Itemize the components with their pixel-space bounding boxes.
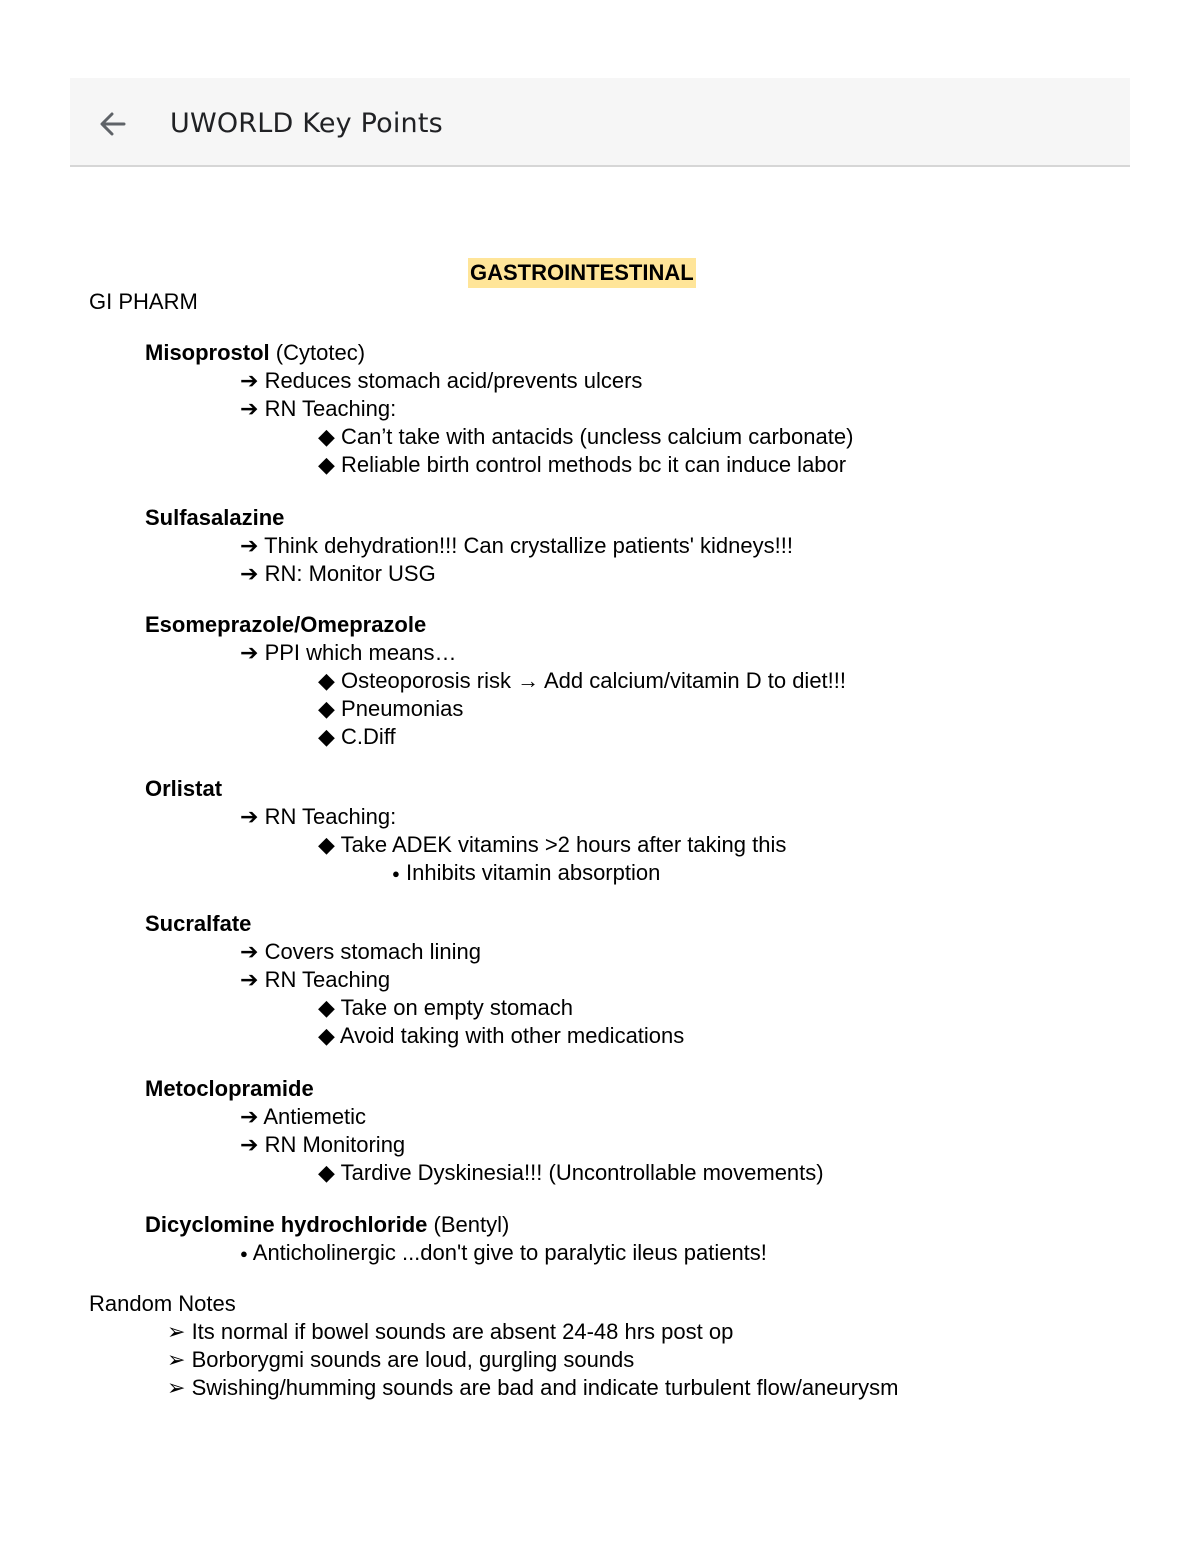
list-item	[167, 1374, 898, 1402]
list-item-text: PPI which means…	[264, 640, 457, 665]
drug-title-esomeprazole: Esomeprazole/Omeprazole	[145, 612, 427, 637]
document-heading: GASTROINTESTINAL	[468, 258, 696, 288]
list-item-text: RN Teaching:	[264, 804, 397, 829]
diamond-bullet-icon: ◆	[318, 1023, 335, 1048]
list-item-text: Borborygmi sounds are loud, gurgling sounds	[191, 1347, 635, 1372]
list-item-text: C.Diff	[341, 724, 396, 749]
drug-title-sulfasalazine: Sulfasalazine	[145, 505, 285, 530]
drug-title-dicyclomine	[145, 1211, 509, 1239]
list-item	[318, 451, 846, 479]
list-item-text: RN Teaching:	[264, 396, 397, 421]
list-item	[240, 532, 793, 560]
diamond-bullet-icon: ◆	[318, 832, 335, 857]
arrow-bullet-icon: ➔	[240, 804, 259, 829]
list-item-text: Antiemetic	[263, 1104, 367, 1129]
list-item	[318, 1159, 824, 1187]
list-item-text: Reduces stomach acid/prevents ulcers	[264, 368, 643, 393]
diamond-bullet-icon: ◆	[318, 696, 335, 721]
section-title-random-notes: Random Notes	[89, 1291, 236, 1316]
arrow-bullet-icon: ➔	[240, 967, 259, 992]
list-item-text: Can’t take with antacids (uncless calcium carbonate)	[341, 424, 854, 449]
list-item-text: RN: Monitor USG	[264, 561, 436, 586]
section-title-gi-pharm: GI PHARM	[89, 289, 198, 314]
drug-name: Dicyclomine hydrochloride	[145, 1212, 428, 1237]
list-item	[240, 560, 436, 588]
diamond-bullet-icon: ◆	[318, 995, 335, 1020]
list-item	[240, 938, 481, 966]
list-item	[318, 667, 846, 695]
list-item	[392, 859, 660, 888]
list-item	[240, 1239, 767, 1268]
list-item-text: Its normal if bowel sounds are absent 24-48 hrs post op	[191, 1319, 734, 1344]
arrow-bullet-icon: ➔	[240, 939, 259, 964]
list-item	[240, 1103, 366, 1131]
list-item-text: Take ADEK vitamins >2 hours after taking this	[340, 832, 787, 857]
dot-bullet-icon: ●	[392, 866, 400, 882]
list-item	[240, 639, 457, 667]
chevron-bullet-icon: ➢	[167, 1319, 186, 1344]
list-item-text: Covers stomach lining	[264, 939, 481, 964]
list-item	[318, 831, 786, 859]
list-item-text: Pneumonias	[341, 696, 464, 721]
list-item	[240, 803, 396, 831]
list-item-text: Inhibits vitamin absorption	[405, 860, 661, 885]
list-item	[318, 423, 853, 451]
drug-title-metoclopramide: Metoclopramide	[145, 1076, 314, 1101]
chevron-bullet-icon: ➢	[167, 1375, 186, 1400]
chevron-bullet-icon: ➢	[167, 1347, 186, 1372]
drug-brand: (Cytotec)	[269, 340, 366, 365]
app-title: UWORLD Key Points	[170, 108, 443, 139]
list-item-text: Anticholinergic ...don't give to paralytic ileus patients!	[252, 1240, 767, 1265]
list-item	[240, 966, 390, 994]
arrow-bullet-icon: ➔	[240, 561, 259, 586]
list-item-text: RN Teaching	[264, 967, 391, 992]
diamond-bullet-icon: ◆	[318, 1160, 335, 1185]
diamond-bullet-icon: ◆	[318, 452, 335, 477]
arrow-bullet-icon: ➔	[240, 1132, 259, 1157]
list-item-text: Think dehydration!!! Can crystallize patients' kidneys!!!	[264, 533, 793, 558]
list-item	[167, 1346, 634, 1374]
list-item-text: Avoid taking with other medications	[339, 1023, 685, 1048]
drug-name: Misoprostol	[145, 340, 270, 365]
list-item-text: Osteoporosis risk → Add calcium/vitamin D to diet!!!	[341, 668, 847, 693]
list-item	[240, 395, 396, 423]
arrow-bullet-icon: ➔	[240, 533, 259, 558]
list-item-text: Take on empty stomach	[340, 995, 573, 1020]
list-item	[318, 1022, 684, 1050]
diamond-bullet-icon: ◆	[318, 724, 335, 749]
drug-title-misoprostol	[145, 339, 365, 367]
list-item-text: RN Monitoring	[264, 1132, 406, 1157]
list-item	[167, 1318, 733, 1346]
arrow-bullet-icon: ➔	[240, 396, 259, 421]
diamond-bullet-icon: ◆	[318, 424, 335, 449]
diamond-bullet-icon: ◆	[318, 668, 335, 693]
arrow-bullet-icon: ➔	[240, 1104, 259, 1129]
list-item	[240, 1131, 405, 1159]
drug-title-orlistat: Orlistat	[145, 776, 223, 801]
arrow-bullet-icon: ➔	[240, 368, 259, 393]
list-item-text: Tardive Dyskinesia!!! (Uncontrollable movements)	[340, 1160, 824, 1185]
dot-bullet-icon: ●	[240, 1246, 248, 1262]
arrow-bullet-icon: ➔	[240, 640, 259, 665]
list-item	[318, 994, 573, 1022]
list-item-text: Swishing/humming sounds are bad and indicate turbulent flow/aneurysm	[191, 1375, 899, 1400]
list-item	[318, 695, 463, 723]
list-item-text: Reliable birth control methods bc it can induce labor	[341, 452, 847, 477]
list-item	[318, 723, 396, 751]
drug-brand: (Bentyl)	[427, 1212, 510, 1237]
list-item	[240, 367, 642, 395]
drug-title-sucralfate: Sucralfate	[145, 911, 252, 936]
